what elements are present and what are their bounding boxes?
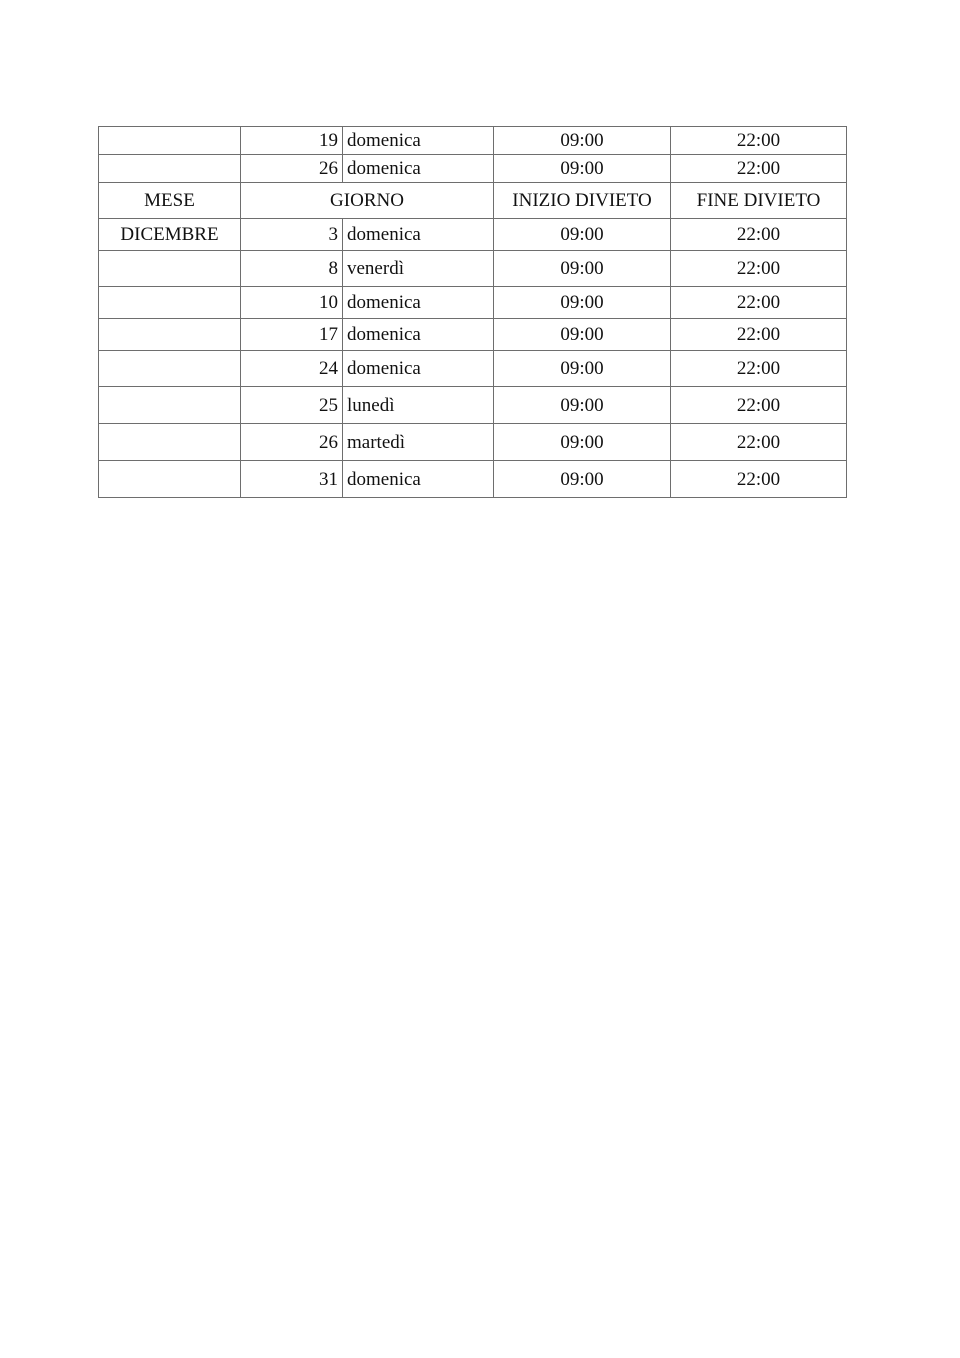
table-row	[99, 127, 847, 155]
month-cell	[99, 351, 241, 387]
weekday-cell: domenica	[343, 287, 494, 319]
day-number-cell: 24	[241, 351, 343, 387]
start-time-cell: 09:00	[494, 155, 671, 183]
end-time-cell: 22:00	[671, 219, 847, 251]
start-time-cell: 09:00	[494, 351, 671, 387]
end-time-cell: 22:00	[671, 319, 847, 351]
weekday-cell: venerdì	[343, 251, 494, 287]
weekday-cell: domenica	[343, 319, 494, 351]
table-row	[99, 424, 847, 461]
end-time-cell: 22:00	[671, 155, 847, 183]
end-time-cell: 22:00	[671, 424, 847, 461]
month-cell	[99, 319, 241, 351]
end-time-cell: 22:00	[671, 461, 847, 498]
traffic-ban-schedule-table	[98, 126, 847, 498]
weekday-cell: domenica	[343, 219, 494, 251]
month-cell	[99, 155, 241, 183]
weekday-cell: lunedì	[343, 387, 494, 424]
month-cell	[99, 461, 241, 498]
start-time-cell: 09:00	[494, 287, 671, 319]
table-row	[99, 351, 847, 387]
day-number-cell: 26	[241, 424, 343, 461]
month-cell	[99, 424, 241, 461]
start-time-cell: 09:00	[494, 219, 671, 251]
start-time-cell: 09:00	[494, 424, 671, 461]
weekday-cell: martedì	[343, 424, 494, 461]
day-number-cell: 25	[241, 387, 343, 424]
day-number-cell: 8	[241, 251, 343, 287]
end-time-cell: 22:00	[671, 287, 847, 319]
day-number-cell: 10	[241, 287, 343, 319]
end-time-cell: 22:00	[671, 351, 847, 387]
day-number-cell: 19	[241, 127, 343, 155]
day-number-cell: 3	[241, 219, 343, 251]
end-time-cell: 22:00	[671, 387, 847, 424]
month-cell: DICEMBRE	[99, 219, 241, 251]
weekday-cell: domenica	[343, 155, 494, 183]
month-cell	[99, 387, 241, 424]
start-time-cell: 09:00	[494, 461, 671, 498]
weekday-cell: domenica	[343, 351, 494, 387]
month-cell	[99, 127, 241, 155]
start-time-cell: 09:00	[494, 127, 671, 155]
table-row	[99, 251, 847, 287]
month-cell	[99, 287, 241, 319]
start-time-cell: 09:00	[494, 251, 671, 287]
table-row	[99, 219, 847, 251]
header-month: MESE	[99, 183, 241, 219]
day-number-cell: 17	[241, 319, 343, 351]
header-day: GIORNO	[241, 183, 494, 219]
table-header-row	[99, 183, 847, 219]
day-number-cell: 26	[241, 155, 343, 183]
end-time-cell: 22:00	[671, 251, 847, 287]
end-time-cell: 22:00	[671, 127, 847, 155]
header-ban-end: FINE DIVIETO	[671, 183, 847, 219]
day-number-cell: 31	[241, 461, 343, 498]
table-row	[99, 287, 847, 319]
table-row	[99, 319, 847, 351]
weekday-cell: domenica	[343, 461, 494, 498]
table-row	[99, 461, 847, 498]
weekday-cell: domenica	[343, 127, 494, 155]
start-time-cell: 09:00	[494, 387, 671, 424]
header-ban-start: INIZIO DIVIETO	[494, 183, 671, 219]
table-row	[99, 155, 847, 183]
table-row	[99, 387, 847, 424]
start-time-cell: 09:00	[494, 319, 671, 351]
month-cell	[99, 251, 241, 287]
